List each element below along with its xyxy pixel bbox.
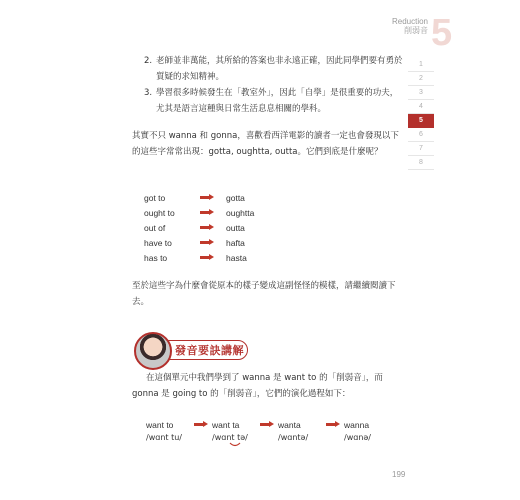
reduction-mark-icon [229,442,241,448]
word-pair-row [144,220,344,235]
section-heading [134,332,254,368]
numbered-list [144,53,404,117]
original-phrase: out of [144,222,166,233]
chapter-tab-1[interactable]: 1 [408,58,434,72]
chapter-tab-8[interactable]: 8 [408,156,434,170]
evolution-word: want to [146,419,174,430]
word-pair-row [144,190,344,205]
header-title-zh: 削弱音 [404,25,428,35]
arrow-icon [326,423,344,426]
continue-paragraph: 至於這些字為什麼會從原本的樣子變成這副怪怪的模樣，請繼續閱讀下去。 [132,281,396,307]
chapter-tab-7[interactable]: 7 [408,142,434,156]
list-item [144,85,404,117]
intro-paragraph: 其實不只 wanna 和 gonna，喜歡看西洋電影的讀者一定也會發現以下的這些字常常出現：gotta, oughtta, outta。它們到底是什麼呢？ [132,131,399,157]
evolution-ipa-row [146,431,406,444]
chapter-tab-3[interactable]: 3 [408,86,434,100]
chapter-tab-4[interactable]: 4 [408,100,434,114]
word-pair-row [144,205,344,220]
reduced-form: oughtta [226,207,255,218]
original-phrase: has to [144,252,168,263]
arrow-icon [194,423,212,426]
chapter-tabs [408,58,434,170]
evolution-word: wanta [278,419,301,430]
reduced-form: hasta [226,252,247,263]
page-number: 199 [392,470,406,479]
evolution-words-row [146,418,406,431]
evolution-word: want ta [212,419,240,430]
ipa-transcription: /wɑnə/ [344,433,372,442]
chapter-tab-6[interactable]: 6 [408,128,434,142]
original-phrase: ought to [144,207,175,218]
arrow-icon [200,196,226,199]
original-phrase: have to [144,237,172,248]
original-phrase: got to [144,192,166,203]
reduced-form: outta [226,222,245,233]
ipa-transcription: /wɑntə/ [278,433,309,442]
arrow-icon [200,226,226,229]
word-pair-row [144,235,344,250]
list-item-text: 老師並非萬能，其所給的答案也非永遠正確，因此同學們要有勇於質疑的求知精神。 [156,56,403,82]
arrow-icon [200,211,226,214]
arrow-icon [200,256,226,259]
header-title-en: Reduction [391,17,428,26]
list-item-text: 學習很多時候發生在「教室外」，因此「自學」是很重要的功夫，尤其是語言這種與日常生活息息相關的學科。 [156,88,399,114]
list-item-number: 3. [144,88,153,98]
list-item-number: 2. [144,56,153,66]
chapter-number: 5 [431,12,453,54]
evolution-chain [146,418,406,444]
explanation-paragraph: 在這個單元中我們學到了 wanna 是 want to 的「削弱音」，而 gonna 是 going to 的「削弱音」，它們的演化過程如下： [132,373,383,399]
teacher-avatar [134,332,172,370]
chapter-tab-5[interactable]: 5 [408,114,434,128]
chapter-tab-2[interactable]: 2 [408,72,434,86]
word-pair-row [144,250,344,265]
list-item [144,53,404,85]
section-banner [160,340,248,360]
reduced-form: hafta [226,237,245,248]
ipa-transcription: /wɑnt tə/ [212,433,260,442]
arrow-icon [260,423,278,426]
ipa-transcription: /wɑnt tu/ [146,433,182,442]
evolution-word: wanna [344,419,370,430]
section-title-text: 發音要訣講解 [175,344,244,357]
word-pairs-list [144,190,344,265]
reduced-form: gotta [226,192,245,203]
arrow-icon [200,241,226,244]
